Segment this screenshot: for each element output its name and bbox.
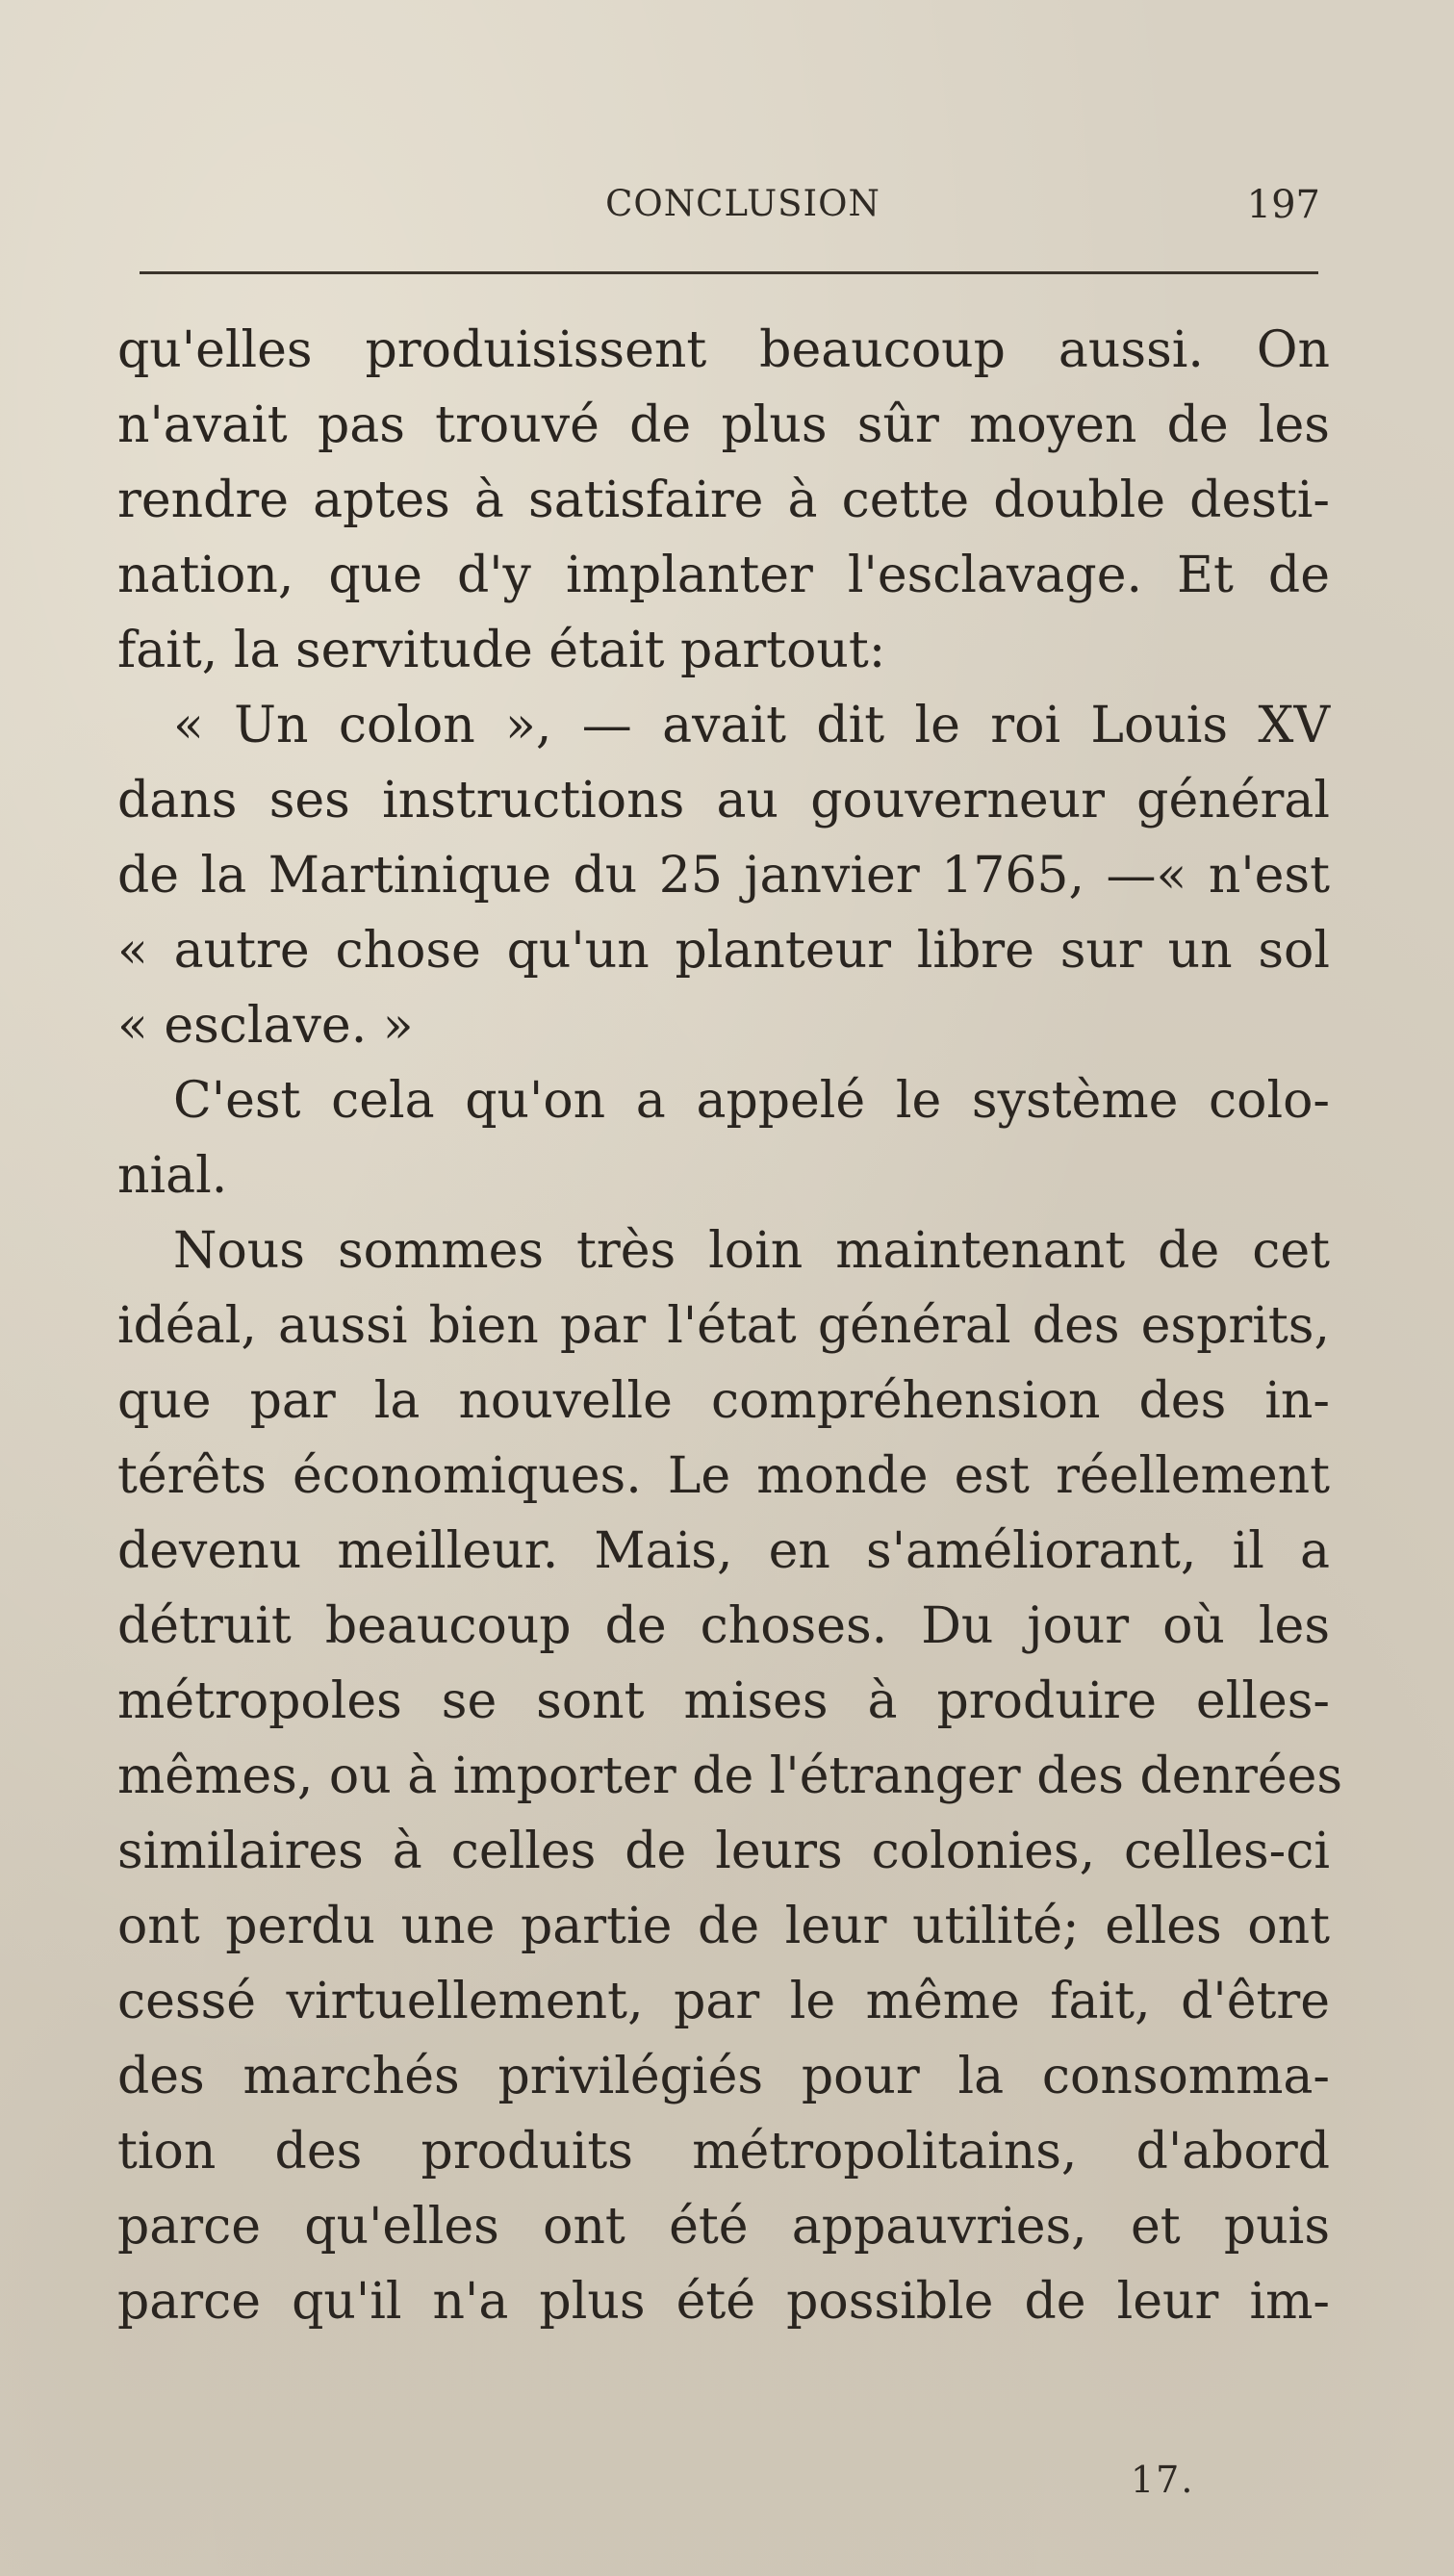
running-title: CONCLUSION <box>605 183 880 224</box>
text-line: que par la nouvelle compréhension des in- <box>117 1372 1330 1430</box>
header-rule <box>140 271 1318 274</box>
text-line: métropoles se sont mises à produire elles- <box>117 1672 1330 1730</box>
text-line: devenu meilleur. Mais, en s'améliorant, il a <box>117 1522 1330 1580</box>
text-line: idéal, aussi bien par l'état général des esprits, <box>117 1297 1330 1355</box>
text-line: mêmes, ou à importer de l'étranger des denrées <box>117 1747 1343 1805</box>
text-line: nation, que d'y implanter l'esclavage. Et de <box>117 547 1330 604</box>
text-line: tion des produits métropolitains, d'abord <box>117 2123 1330 2181</box>
text-line: parce qu'il n'a plus été possible de leur im- <box>117 2273 1330 2331</box>
text-line: cessé virtuellement, par le même fait, d'être <box>117 1973 1330 2030</box>
text-line: Nous sommes très loin maintenant de cet <box>173 1222 1330 1280</box>
body-text <box>117 313 1343 2339</box>
text-line: dans ses instructions au gouverneur général <box>117 772 1330 829</box>
text-line: térêts économiques. Le monde est réellement <box>117 1447 1330 1505</box>
text-line: C'est cela qu'on a appelé le système colo- <box>173 1072 1330 1130</box>
text-line: « esclave. » <box>117 997 414 1055</box>
text-line: n'avait pas trouvé de plus sûr moyen de les <box>117 396 1330 454</box>
text-line: similaires à celles de leurs colonies, celles-ci <box>117 1823 1330 1880</box>
page-number: 197 <box>1246 183 1320 227</box>
text-line: des marchés privilégiés pour la consomma- <box>117 2048 1330 2105</box>
text-line: rendre aptes à satisfaire à cette double desti- <box>117 472 1330 529</box>
text-line: ont perdu une partie de leur utilité; elles ont <box>117 1898 1330 1955</box>
text-line: « Un colon », — avait dit le roi Louis XV <box>173 697 1330 754</box>
text-line: fait, la servitude était partout: <box>117 622 886 679</box>
running-head <box>117 183 1320 231</box>
text-line: détruit beaucoup de choses. Du jour où les <box>117 1597 1330 1655</box>
signature-mark: 17. <box>1131 2459 1195 2501</box>
text-line: qu'elles produisissent beaucoup aussi. On <box>117 321 1330 379</box>
text-line: nial. <box>117 1147 228 1205</box>
text-line: de la Martinique du 25 janvier 1765, —« n'est <box>117 847 1330 905</box>
text-line: parce qu'elles ont été appauvries, et puis <box>117 2198 1330 2256</box>
text-line: « autre chose qu'un planteur libre sur un sol <box>117 922 1330 980</box>
